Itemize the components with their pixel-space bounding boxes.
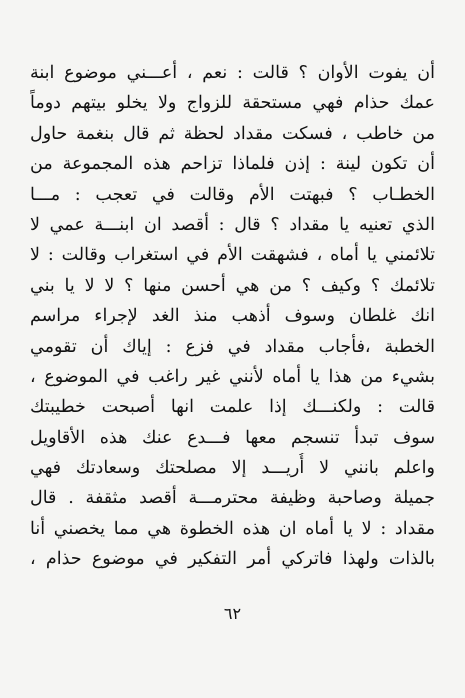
- text-line-7: تلائمني يا أماه ، فشهقت الأم في استغراب وقالت : لا: [30, 245, 435, 266]
- body-text: [30, 58, 435, 575]
- text-line-1: أن يفوت الأوان ؟ قالت : نعم ، أعـــني موضوع ابنة: [30, 63, 435, 83]
- text-line-9: انك غلطان وسوف أذهب منذ الغد لإجراء مراسم: [30, 306, 435, 327]
- text-line-4: أن تكون لينة : إذن فلماذا تزاحم هذه المجموعة من: [30, 154, 435, 175]
- text-line-13: سوف تبدأ تنسجم معها فـــدع عنك هذه الأقاويل: [30, 427, 435, 448]
- text-line-8: تلائمك ؟ وكيف ؟ من هي أحسن منها ؟ لا لا يا بني: [30, 275, 435, 296]
- text-line-2: عمك حذام فهي مستحقة للزواج ولا يخلو بيتهم دوماً: [30, 93, 435, 114]
- text-line-16: مقداد : لا يا أماه ان هذه الخطوة هي مما يخصني أنا: [30, 518, 435, 539]
- text-line-5: الخطـاب ؟ فبهتت الأم وقالت في تعجب : مـــا: [30, 184, 435, 205]
- page-number: ٦٢: [223, 604, 242, 623]
- text-line-10: الخطبة ،فأجاب مقداد في فزع : إياك أن تقومي: [30, 336, 435, 357]
- text-line-12: قالت : ولكنـــك إذا علمت انها أصبحت خطيبتك: [30, 397, 435, 418]
- text-line-17: بالذات ولهذا فاتركي أمر التفكير في موضوع حذام ،: [30, 549, 435, 570]
- text-line-11: بشيء من هذا يا أماه لأنني غير راغب في الموضوع ،: [30, 366, 435, 387]
- text-line-15: جميلة وصاحبة وظيفة محترمـــة أقصد مثقفة . قال: [30, 488, 435, 509]
- text-line-3: من خاطب ، فسكت مقداد لحظة ثم قال بنغمة حاول: [30, 123, 435, 144]
- text-line-6: الذي تعنيه يا مقداد ؟ قال : أقصد ان ابنـــة عمي لا: [30, 214, 435, 235]
- text-line-14: واعلم بانني لا أُريـــد إلا مصلحتك وسعادتك فهي: [30, 458, 435, 479]
